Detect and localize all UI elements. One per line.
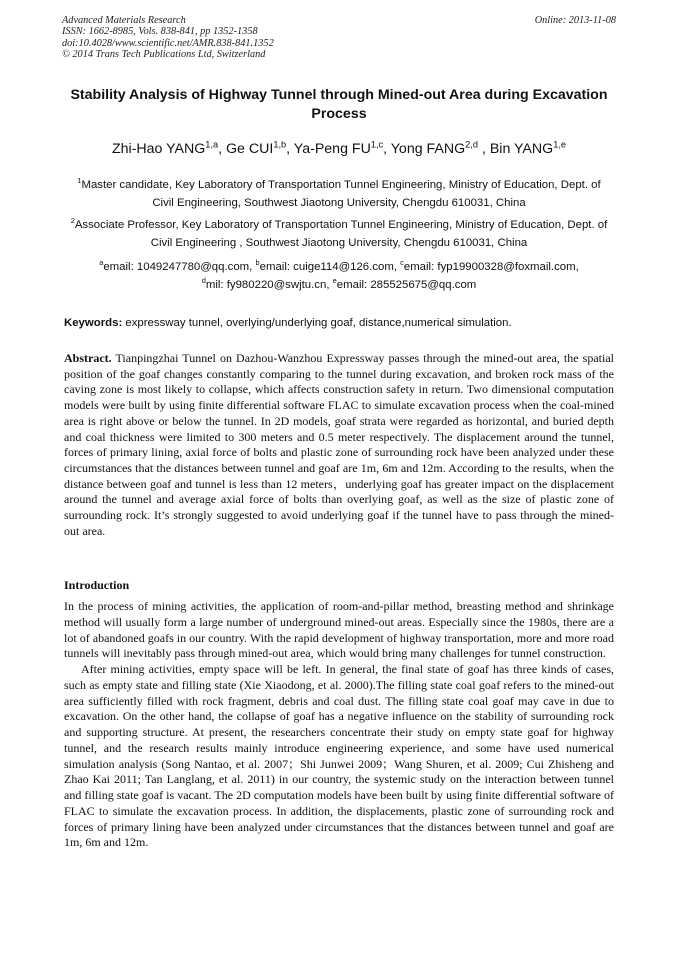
- keywords-line: [64, 316, 614, 330]
- email-mark: c: [400, 258, 404, 268]
- author-name: Ge CUI: [226, 141, 274, 157]
- abstract-text: Tianpingzhai Tunnel on Dazhou-Wanzhou Expressway passes through the mined-out area, the spatial position of the goaf changes constantly comparing to the tunnel during excavation, and broken rock mass of the caving zone is most likely to collapse, which affects construction safety in return. Two dimensional computation models were built by using finite differential software FLAC to simulate excavation process when the coal-mined area is right above or below the tunnel. In 2D models, goaf strata were regarded as horizontal, and buried depth and coal thickness were limited to 300 meters and 0.5 meter respectively. The displacement around the tunnel, forces of primary lining, axial force of bolts and plastic zone of surrounding rock have been analyzed under these circumstances that the distances between tunnel and goaf are 1m, 6m and 12m. According to the results, when the distance between goaf and tunnel is less than 12 meters，underlying goaf has greater impact on the displacement around the tunnel and average axial force of bolts than overlying goaf, as well as the size of plastic zone of surrounding rock. It’s strongly suggested to avoid underlying goaf if the tunnel have to pass through the mined-out area.: [64, 351, 614, 538]
- journal-name: Advanced Materials Research: [62, 15, 186, 26]
- affiliation-1: [66, 177, 612, 212]
- author-affiliation-mark: 1,c: [370, 139, 384, 150]
- email-list: [66, 259, 612, 294]
- author-affiliation-mark: 1,a: [205, 139, 219, 150]
- copyright-line: © 2014 Trans Tech Publications Ltd, Switzerland: [62, 49, 266, 61]
- author-name: Yong FANG: [390, 141, 466, 157]
- author-list: Zhi-Hao YANG$^{1,a}$, Ge CUI$^{1,b}$, Ya-Peng FU$^{1,c}$, Yong FANG$^{2,d}$ , Bin YANG$^{1,e}$: [111, 139, 567, 157]
- affiliation-mark: 1: [77, 176, 82, 186]
- journal-header: [62, 15, 274, 61]
- introduction-paragraph-1: In the process of mining activities, the application of room-and-pillar method, breasting method and shrinkage method will usually form a large number of underground mined-out areas. Especially since the 1980s, there are a lot of abandoned goafs in our country. With the rapid development of highway transportation, more and more road tunnels will inevitably pass through mined-out area, which would bring many challenges for tunnel construction.: [64, 599, 614, 661]
- abstract-label: Abstract.: [64, 351, 112, 365]
- section-heading-introduction: Introduction: [64, 578, 130, 592]
- email-mark: e: [332, 275, 337, 285]
- author-affiliation-mark: 1,b: [273, 139, 287, 150]
- author-name: Zhi-Hao YANG: [111, 141, 206, 157]
- introduction-body: [64, 599, 614, 851]
- doi-line: doi:10.4028/www.scientific.net/AMR.838-841.1352: [62, 37, 274, 49]
- online-date: Online: 2013-11-08: [534, 15, 616, 26]
- email-text: email: 285525675@qq.com: [336, 278, 477, 291]
- email-mark: b: [255, 258, 260, 268]
- paper-title: Stability Analysis of Highway Tunnel through Mined-out Area during Excavation Process: [70, 87, 608, 122]
- keywords-text: expressway tunnel, overlying/underlying goaf, distance,numerical simulation.: [122, 317, 512, 329]
- affiliation-text: Associate Professor, Key Laboratory of Transportation Tunnel Engineering, Ministry of Education, Dept. of Civil Engineering , Southwest Jiaotong University, Chengdu 610031, China: [74, 219, 608, 249]
- author-affiliation-mark: 2,d: [465, 139, 478, 150]
- email-text: email: cuige114@126.com,: [259, 261, 397, 273]
- affiliation-text: Master candidate, Key Laboratory of Transportation Tunnel Engineering, Ministry of Education, Dept. of Civil Engineering, Southwest Jiaotong University, Chengdu 610031, China: [81, 179, 601, 209]
- affiliation-2: [66, 217, 612, 252]
- author-affiliation-mark: 1,e: [553, 139, 567, 150]
- email-text: mil: fy980220@swjtu.cn,: [205, 278, 330, 291]
- email-text: email: fyp19900328@foxmail.com,: [403, 261, 579, 273]
- email-mark: d: [201, 275, 206, 285]
- abstract-paragraph: [64, 351, 614, 539]
- introduction-paragraph-2: After mining activities, empty space will be left. In general, the final state of goaf has three kinds of cases, such as empty state and filling state (Xie Xiaodong, et al. 2000).The filling state coal goaf refers to the mined-out area sufficiently filled with rock fragment, debris and coal dust. The filling state coal goaf may cave in due to excavation. On the other hand, the collapse of goaf has a negative influence on the stability of surrounding rock and supporting structure. At present, the researchers concentrate their study on empty state goaf for highway tunnel, and the research results mainly introduce engineering experience, and some have used numerical simulation analysis (Song Nantao, et al. 2007；Shi Junwei 2009；Wang Shuren, et al. 2009; Cui Zhisheng and Zhao Kai 2011; Tan Langlang, et al. 2011) in our country, the systemic study on the interaction between tunnel and filling state goaf is vacant. The 2D computation models have been built by using finite differential software of FLAC to simulate the excavation process. In addition, the displacements, plastic zone of surrounding rock and forces of primary lining have been analyzed under circumstances that the distances between tunnel and goaf are 1m, 6m and 12m.: [64, 662, 614, 850]
- author-name: Bin YANG: [489, 141, 554, 157]
- email-text: email: 1049247780@qq.com,: [103, 261, 253, 273]
- issn-line: ISSN: 1662-8985, Vols. 838-841, pp 1352-1358: [62, 26, 258, 38]
- author-name: Ya-Peng FU: [293, 141, 371, 157]
- email-mark: a: [99, 258, 104, 268]
- keywords-label: Keywords:: [64, 317, 123, 329]
- affiliation-mark: 2: [70, 216, 75, 226]
